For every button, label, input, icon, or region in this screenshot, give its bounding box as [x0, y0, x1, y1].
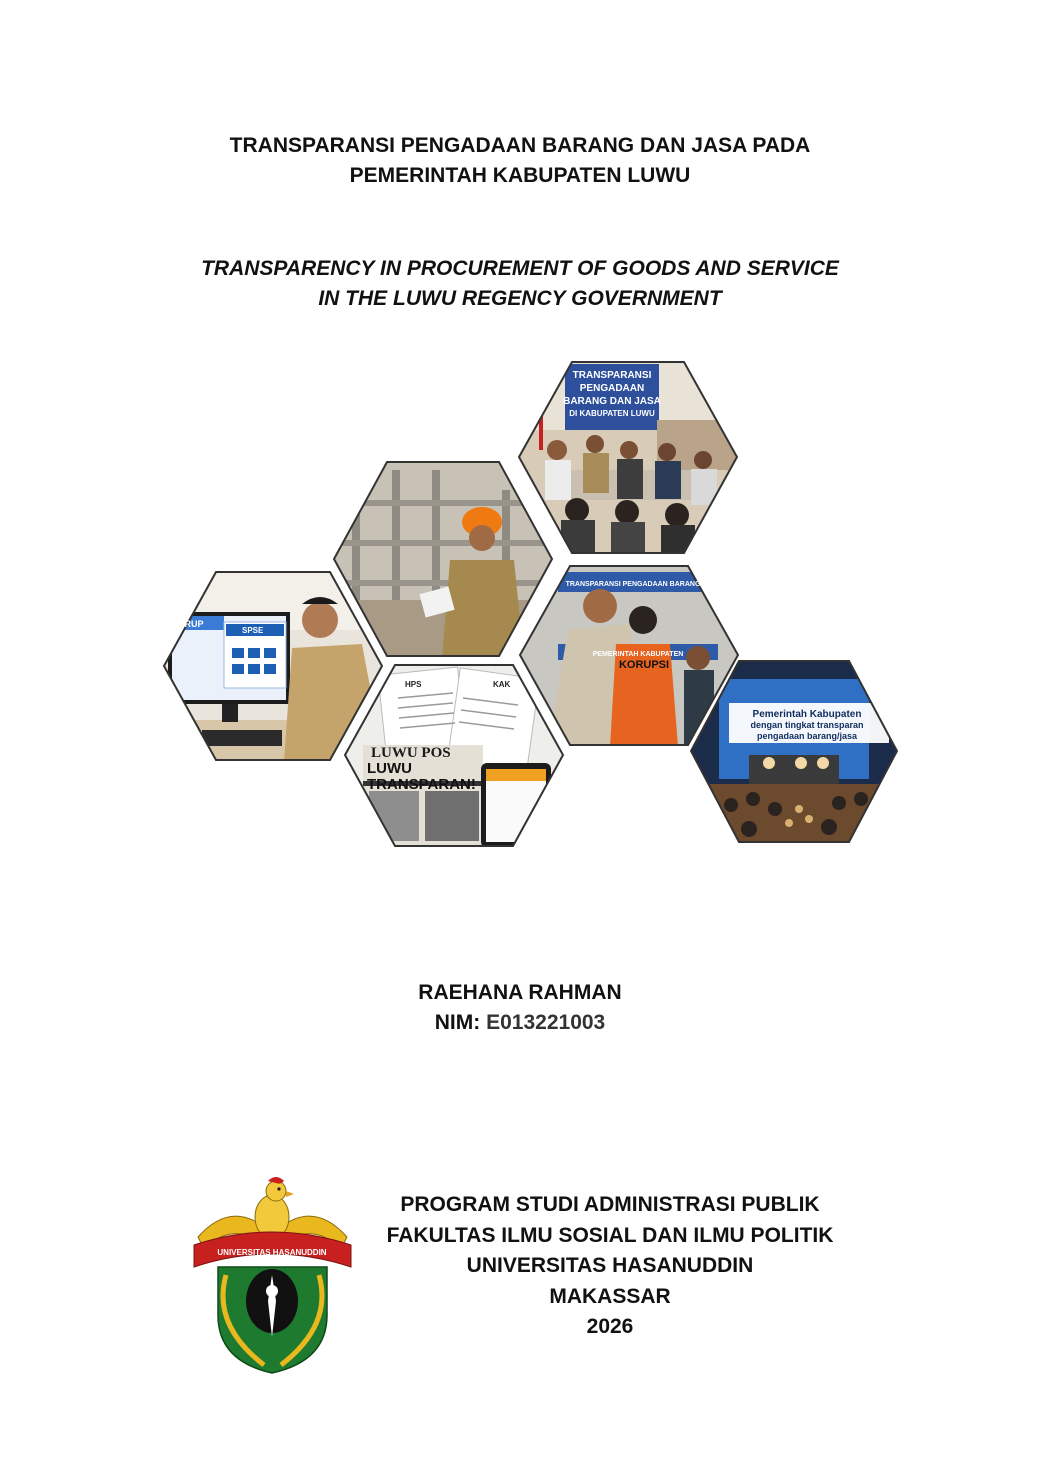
logo-ribbon-text: UNIVERSITAS HASANUDDIN	[217, 1248, 327, 1257]
author-name: RAEHANA RAHMAN	[418, 981, 622, 1004]
nim-label: NIM:	[434, 1011, 481, 1034]
meeting-banner-line-3: BARANG DAN JASA	[563, 396, 661, 407]
hexagon-photo-collage	[160, 360, 900, 850]
court-banner-bottom: PEMERINTAH KABUPATEN	[592, 651, 684, 658]
institution-university: UNIVERSITAS HASANUDDIN	[466, 1254, 754, 1277]
newspaper-headline-line-2: TRANSPARAN!	[367, 776, 476, 793]
stage-banner-line-1: Pemerintah Kabupaten	[752, 709, 862, 720]
stage-banner-line-3: pengadaan barang/jasa	[756, 731, 858, 741]
title-id-line-2: PEMERINTAH KABUPATEN LUWU	[349, 164, 691, 187]
institution-program: PROGRAM STUDI ADMINISTRASI PUBLIK	[400, 1193, 820, 1216]
korupsi-vest-label: KORUPSI	[618, 659, 670, 671]
institution-year: 2026	[586, 1315, 634, 1338]
title-id-line-1: TRANSPARANSI PENGADAAN BARANG DAN JASA PADA	[229, 134, 811, 157]
meeting-banner-line-1: TRANSPARANSI	[572, 370, 652, 381]
universitas-hasanuddin-logo	[190, 1175, 355, 1375]
spse-label: SPSE	[242, 626, 264, 635]
meeting-banner-line-2: PENGADAAN	[579, 383, 645, 394]
title-english	[0, 254, 1040, 314]
hps-label: HPS	[405, 680, 422, 689]
nim-value: E013221003	[486, 1011, 606, 1034]
stage-banner-line-2: dengan tingkat transparan	[750, 720, 864, 730]
author-block	[0, 978, 1040, 1038]
institution-city: MAKASSAR	[549, 1284, 671, 1308]
court-banner-top: TRANSPARANSI PENGADAAN BARANG	[565, 581, 701, 588]
institution-block	[360, 1190, 860, 1343]
meeting-banner-line-4: DI KABUPATEN LUWU	[569, 409, 655, 418]
title-en-line-1: TRANSPARENCY IN PROCUREMENT OF GOODS AND SERVICE	[201, 257, 839, 280]
kak-label: KAK	[493, 680, 511, 689]
institution-faculty: FAKULTAS ILMU SOSIAL DAN ILMU POLITIK	[386, 1223, 834, 1247]
hex-stage-event-photo	[689, 659, 899, 844]
newspaper-masthead: LUWU POS	[371, 745, 451, 761]
sirup-label: SIRUP	[176, 619, 204, 629]
author-nim	[0, 1008, 1040, 1038]
title-en-line-2: IN THE LUWU REGENCY GOVERNMENT	[318, 287, 722, 310]
title-indonesian	[0, 131, 1040, 191]
newspaper-headline-line-1: LUWU	[367, 760, 412, 777]
